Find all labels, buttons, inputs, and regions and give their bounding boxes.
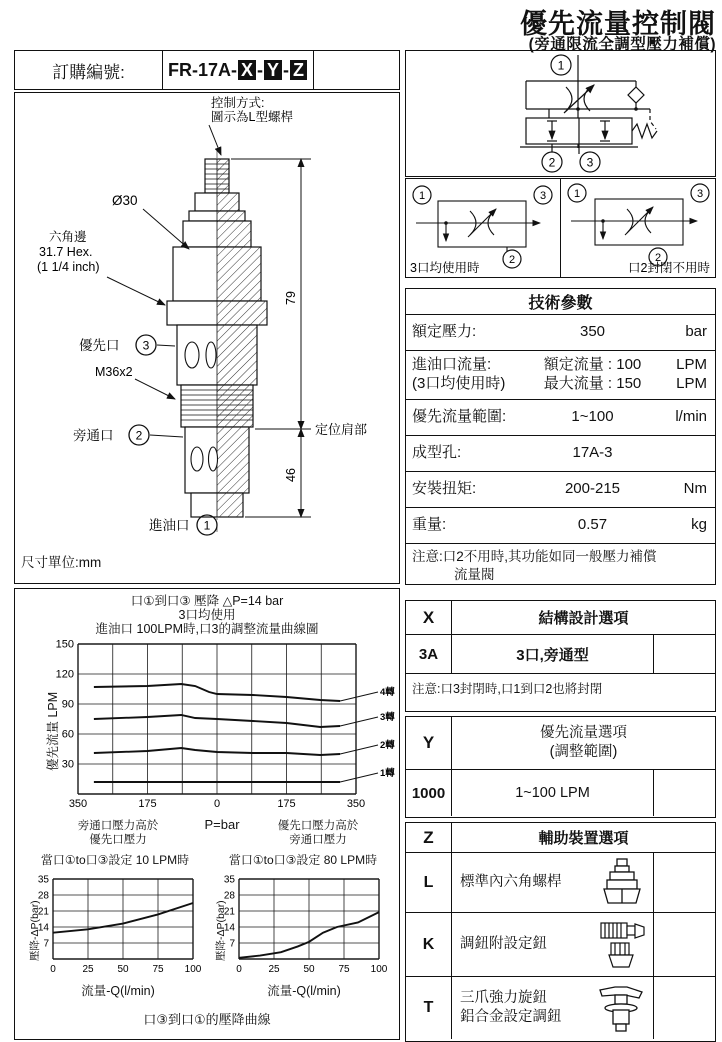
small-chart2-ylabel: 壓降-ΔP(bar) xyxy=(215,900,227,961)
svg-text:100: 100 xyxy=(184,964,202,975)
svg-text:120: 120 xyxy=(55,668,74,681)
svg-text:1轉: 1轉 xyxy=(380,768,395,779)
tech-parameters-table xyxy=(405,288,716,585)
option-z-row-desc-L xyxy=(452,853,653,912)
svg-text:35: 35 xyxy=(223,874,235,886)
order-code-prefix: FR-17A- xyxy=(167,59,237,80)
svg-text:50: 50 xyxy=(303,964,315,975)
sub1-port3-number: 3 xyxy=(539,190,547,202)
tech-table-note xyxy=(406,543,715,584)
option-y-table xyxy=(405,716,716,818)
order-number-box xyxy=(14,50,400,90)
tech-row-cavity xyxy=(406,435,715,471)
option-z-table xyxy=(405,822,716,1042)
option-y-title xyxy=(452,717,715,769)
junction-dot xyxy=(576,107,580,111)
schem-port1-number: 1 xyxy=(557,58,565,73)
option-z-spare-T xyxy=(653,977,715,1039)
order-spare-cell xyxy=(314,51,399,89)
option-z-desc-L-text: 標準內六角螺桿 xyxy=(460,874,562,891)
order-code-y: Y xyxy=(264,60,282,80)
small-chart1-title: 當口①to口③設定 10 LPM時 xyxy=(40,853,190,867)
sub2-port2-number: 2 xyxy=(654,252,662,264)
junction-dot xyxy=(601,219,605,223)
svg-text:350: 350 xyxy=(68,798,88,810)
section-hatch xyxy=(217,159,267,517)
tech-note-line1: 注意:口2不用時,其功能如同一般壓力補償 xyxy=(412,548,657,564)
hydraulic-schematic-main xyxy=(405,50,716,177)
valve-cutaway-drawing xyxy=(15,93,398,548)
svg-text:25: 25 xyxy=(82,964,94,975)
option-z-header xyxy=(406,823,715,853)
adjuster-image-L xyxy=(595,857,647,909)
hex-label-line1: 六角邊 xyxy=(49,230,87,244)
option-y-row-code: 1000 xyxy=(406,770,452,816)
tech-row-value: 350 xyxy=(579,323,606,341)
order-code-sep1: - xyxy=(257,59,263,80)
control-note-line1: 控制方式: xyxy=(211,96,265,110)
schem-port3-number: 3 xyxy=(586,155,594,170)
thread-label: M36x2 xyxy=(95,365,133,379)
svg-text:28: 28 xyxy=(37,890,49,902)
schematic-all-ports-drawing xyxy=(406,179,558,276)
option-y-spare-cell xyxy=(653,770,715,816)
option-z-row-desc-T xyxy=(452,977,653,1039)
tech-row-value: 200-215 xyxy=(564,479,621,497)
svg-text:175: 175 xyxy=(138,798,157,810)
option-y-row-1000 xyxy=(406,770,715,816)
junction-dot xyxy=(634,107,638,111)
sub2-port1-number: 1 xyxy=(573,188,581,200)
order-code-z: Z xyxy=(290,60,307,80)
main-chart-annotation-left: 旁通口壓力高於 優先口壓力 xyxy=(77,820,159,847)
small-chart1 xyxy=(25,867,211,979)
option-z-row-K xyxy=(406,913,715,977)
option-x-table xyxy=(405,600,716,712)
tech-table-title: 技術參數 xyxy=(528,295,593,313)
option-y-code: Y xyxy=(406,717,452,769)
svg-text:28: 28 xyxy=(223,890,235,902)
svg-text:25: 25 xyxy=(268,964,280,975)
tech-row-inlet-flow xyxy=(406,350,715,399)
valve-drawing-box xyxy=(14,92,400,584)
option-z-row-code-T: T xyxy=(406,977,452,1039)
page-subtitle: (旁通限流全調型壓力補償) xyxy=(528,36,716,53)
bypass-port-leader xyxy=(150,435,183,437)
sub2-caption: 口2封閉不用時 xyxy=(628,261,710,275)
tech-row-rated-pressure xyxy=(406,314,715,350)
hex-leader xyxy=(107,277,165,305)
svg-text:21: 21 xyxy=(223,906,235,918)
tech-row-value: 17A-3 xyxy=(572,444,613,462)
main-chart-title-line1: 口①到口③ 壓降 △P=14 bar xyxy=(130,594,284,608)
option-y-title-line2: (調整範圍) xyxy=(549,744,618,760)
option-x-header xyxy=(406,601,715,635)
small-chart1-ylabel: 壓降-ΔP(bar) xyxy=(29,900,41,961)
schematic-all-ports-box xyxy=(405,178,560,278)
tech-row-unit: l/min xyxy=(675,408,707,426)
option-z-desc-K-text: 調鈕附設定鈕 xyxy=(460,936,547,953)
hex-label-line3: (1 1/4 inch) xyxy=(37,260,100,274)
svg-text:14: 14 xyxy=(37,922,49,934)
tech-note-line2: 流量閥 xyxy=(454,566,495,582)
sub1-lines xyxy=(416,201,540,252)
order-code-x: X xyxy=(238,60,256,80)
option-z-row-code-L: L xyxy=(406,853,452,912)
shoulder-label: 定位肩部 xyxy=(315,422,368,437)
tech-row-name: 成型孔: xyxy=(412,444,462,462)
option-z-row-T xyxy=(406,977,715,1039)
option-z-spare-K xyxy=(653,913,715,976)
option-z-desc-T-text: 三爪強力旋鈕 鋁合金設定調鈕 xyxy=(460,990,562,1025)
order-number-label: 訂購編號: xyxy=(15,51,163,89)
svg-text:4轉: 4轉 xyxy=(380,687,395,698)
option-x-row-code: 3A xyxy=(406,635,452,673)
main-chart xyxy=(15,637,398,817)
tech-row-torque xyxy=(406,471,715,507)
option-z-row-L xyxy=(406,853,715,913)
hydraulic-schematic-main-drawing xyxy=(406,51,714,175)
small-chart2-title: 當口①to口③設定 80 LPM時 xyxy=(228,853,378,867)
option-z-row-desc-K xyxy=(452,913,653,976)
diameter-leader xyxy=(143,209,189,249)
svg-text:14: 14 xyxy=(223,922,235,934)
svg-text:35: 35 xyxy=(37,874,49,886)
svg-text:150: 150 xyxy=(55,638,74,651)
option-x-note: 注意:口3封閉時,口1到口2也將封閉 xyxy=(412,682,603,696)
tech-row-name: 額定壓力: xyxy=(412,323,477,341)
svg-text:175: 175 xyxy=(277,798,296,810)
priority-port-leader xyxy=(157,345,175,346)
charts-caption: 口③到口①的壓降曲線 xyxy=(143,1012,271,1027)
option-x-row-3a xyxy=(406,635,715,674)
tech-row-value: 1~100 xyxy=(571,408,614,426)
schematic-port2-closed-box xyxy=(560,178,716,278)
option-x-row-desc: 3口,旁通型 xyxy=(516,646,589,664)
control-note-line2: 圖示為L型螺桿 xyxy=(211,110,293,124)
performance-charts-box xyxy=(14,588,400,1040)
option-x-title: 結構設計選項 xyxy=(538,610,629,627)
main-chart-xlabel: P=bar xyxy=(204,817,240,832)
dim-46: 46 xyxy=(284,468,298,482)
svg-text:3轉: 3轉 xyxy=(380,712,395,723)
inlet-port-label: 進油口 xyxy=(149,518,190,533)
inlet-port-number: 1 xyxy=(203,518,211,533)
sub1-caption: 3口均使用時 xyxy=(410,261,480,275)
diameter-label: Ø30 xyxy=(112,193,138,208)
option-z-row-code-K: K xyxy=(406,913,452,976)
option-x-code: X xyxy=(406,601,452,634)
junction-dot xyxy=(444,221,448,225)
tech-row-priority-flow-range xyxy=(406,399,715,435)
svg-text:0: 0 xyxy=(236,964,242,975)
tech-row-name: 安裝扭矩: xyxy=(412,479,477,497)
tech-row-name: 重量: xyxy=(412,515,447,533)
svg-text:7: 7 xyxy=(229,938,235,950)
svg-text:90: 90 xyxy=(61,698,74,711)
tech-row-weight xyxy=(406,507,715,543)
priority-port-number: 3 xyxy=(142,338,150,353)
small-chart2 xyxy=(211,867,397,979)
control-note-leader xyxy=(209,125,221,155)
svg-text:30: 30 xyxy=(61,758,74,771)
svg-text:7: 7 xyxy=(43,938,49,950)
sub2-lines xyxy=(571,199,697,245)
order-number-code xyxy=(163,51,314,89)
small-chart1-xlabel: 流量-Q(l/min) xyxy=(81,984,155,998)
tech-row-value: 0.57 xyxy=(577,515,608,533)
schematic-port2-closed-drawing xyxy=(561,179,714,276)
bypass-port-number: 2 xyxy=(135,428,143,443)
hex-label-line2: 31.7 Hex. xyxy=(39,245,93,259)
svg-text:60: 60 xyxy=(61,728,74,741)
sub2-port3-number: 3 xyxy=(696,188,704,200)
page-title: 優先流量控制閥 xyxy=(520,9,716,39)
main-chart-title-line2: 3口均使用 xyxy=(178,608,236,622)
option-y-row-desc: 1~100 LPM xyxy=(515,785,590,801)
tech-row-value: 額定流量 : 100 最大流量 : 150 xyxy=(543,356,642,393)
tech-row-unit: kg xyxy=(691,515,707,533)
svg-text:350: 350 xyxy=(346,798,366,810)
option-y-header xyxy=(406,717,715,770)
tech-row-unit: LPM LPM xyxy=(676,356,707,393)
option-z-title: 輔助裝置選項 xyxy=(538,830,629,847)
svg-text:2轉: 2轉 xyxy=(380,740,395,751)
main-chart-title-line3: 進油口 100LPM時,口3的調整流量曲線圖 xyxy=(95,622,319,636)
schem-lines xyxy=(520,55,657,154)
svg-text:100: 100 xyxy=(370,964,388,975)
tech-row-unit: bar xyxy=(685,323,707,341)
option-y-title-line1: 優先流量選項 xyxy=(540,725,627,742)
main-chart-ylabel: 優先流量 LPM xyxy=(46,691,60,771)
dim-79: 79 xyxy=(284,291,298,305)
order-code-sep2: - xyxy=(283,59,290,80)
tech-row-name: 進油口流量: (3口均使用時) xyxy=(412,356,506,393)
bypass-port-label: 旁通口 xyxy=(73,428,114,443)
adjuster-image-K xyxy=(595,919,647,971)
svg-text:75: 75 xyxy=(152,964,164,975)
svg-text:0: 0 xyxy=(213,798,221,810)
svg-text:21: 21 xyxy=(37,906,49,918)
tech-row-name: 優先流量範圍: xyxy=(412,408,507,426)
option-z-code: Z xyxy=(406,823,452,852)
sub1-port2-number: 2 xyxy=(508,254,516,266)
main-chart-annotation-right: 優先口壓力高於 旁通口壓力 xyxy=(277,820,359,847)
tech-row-unit: Nm xyxy=(683,479,707,497)
thread-leader xyxy=(135,379,175,399)
priority-port-label: 優先口 xyxy=(79,338,120,353)
svg-text:75: 75 xyxy=(338,964,350,975)
svg-text:0: 0 xyxy=(50,964,56,975)
schem-port2-number: 2 xyxy=(548,155,556,170)
sub1-port1-number: 1 xyxy=(418,190,426,202)
option-x-spare-cell xyxy=(653,635,715,673)
adjuster-image-T xyxy=(595,982,647,1034)
small-chart2-xlabel: 流量-Q(l/min) xyxy=(267,984,341,998)
dimension-unit-note: 尺寸單位:mm xyxy=(21,555,102,570)
svg-text:50: 50 xyxy=(117,964,129,975)
option-z-spare-L xyxy=(653,853,715,912)
